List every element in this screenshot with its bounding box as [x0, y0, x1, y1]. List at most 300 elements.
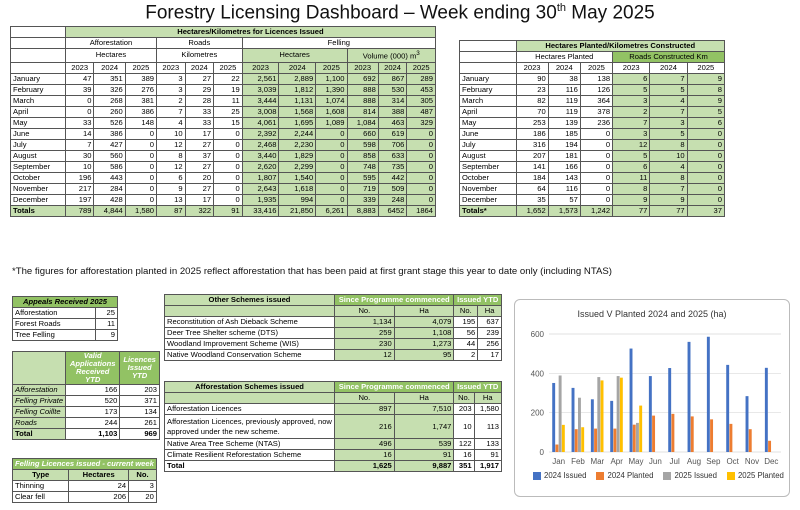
value-cell: 381 — [125, 95, 156, 106]
value-cell: 0 — [214, 139, 243, 150]
value-cell: 29 — [185, 84, 214, 95]
value-cell: 2,230 — [279, 139, 316, 150]
value-cell: 1,935 — [242, 194, 279, 205]
value-cell: 15 — [214, 117, 243, 128]
value-cell: 305 — [407, 95, 436, 106]
month-label: November — [11, 183, 66, 194]
footnote: *The figures for afforestation planted in 2025 reflect afforestation that has been paid at first grant stage this year to date only (including NTAS) — [12, 266, 612, 277]
x-tick-label: May — [628, 457, 644, 466]
value-cell: 0 — [316, 194, 347, 205]
legend-item — [596, 471, 653, 480]
valid-apps-a: 244 — [66, 418, 120, 429]
value-cell: 0 — [687, 151, 724, 162]
month-label: January — [11, 73, 66, 84]
value-cell: 692 — [347, 73, 378, 84]
value-cell: 2 — [613, 107, 650, 118]
bar-2024-issued — [707, 337, 710, 452]
month-label: June — [11, 128, 66, 139]
felling-week-col-type: Type — [13, 470, 69, 481]
main-row — [11, 95, 436, 106]
value-cell: 22 — [214, 73, 243, 84]
chart-title: Issued V Planted 2024 and 2025 (ha) — [577, 309, 727, 319]
value-cell: 0 — [65, 106, 94, 117]
scheme-row — [165, 450, 502, 461]
scheme-row — [165, 317, 502, 328]
value-cell: 1,084 — [347, 117, 378, 128]
main-row — [11, 172, 436, 183]
legend-label: 2025 Planted — [737, 471, 784, 480]
value-cell: 0 — [125, 150, 156, 161]
value-cell: 268 — [94, 95, 125, 106]
value-cell: 1,390 — [316, 84, 347, 95]
main-group-roads: Roads — [157, 38, 243, 49]
value-cell: 64 — [516, 184, 548, 195]
value-cell: 14 — [65, 128, 94, 139]
other-schemes-ytd: Issued YTD — [454, 295, 502, 306]
scheme-total-value: 1,625 — [335, 461, 395, 472]
value-cell: 428 — [94, 194, 125, 205]
value-cell: 867 — [378, 73, 407, 84]
bar-2024-issued — [649, 376, 652, 452]
bar-2025-issued — [597, 377, 600, 452]
main-corner — [11, 27, 66, 38]
total-cell: 1,573 — [548, 206, 580, 217]
value-cell: 706 — [378, 139, 407, 150]
value-cell: 1,100 — [316, 73, 347, 84]
value-cell: 11 — [214, 95, 243, 106]
scheme-row — [165, 339, 502, 350]
affor-col-ha: Ha — [394, 393, 454, 404]
total-cell: 1,580 — [125, 205, 156, 216]
planted-row — [460, 195, 725, 206]
value-cell: 276 — [125, 84, 156, 95]
value-cell: 248 — [378, 194, 407, 205]
main-year-header: 2025 — [125, 62, 156, 73]
value-cell: 6 — [157, 172, 186, 183]
value-cell: 509 — [378, 183, 407, 194]
scheme-value: 216 — [335, 415, 395, 439]
appeals-value: 11 — [95, 319, 117, 330]
felling-week-heading: Felling Licences issued - current week — [13, 459, 157, 470]
value-cell: 8 — [613, 184, 650, 195]
affor-schemes-ytd: Issued YTD — [454, 382, 502, 393]
month-label: February — [11, 84, 66, 95]
value-cell: 0 — [687, 195, 724, 206]
value-cell: 116 — [548, 85, 580, 96]
value-cell: 5 — [650, 85, 687, 96]
value-cell: 10 — [650, 151, 687, 162]
value-cell: 253 — [516, 118, 548, 129]
bar-2024-planted — [575, 429, 578, 452]
legend-swatch — [533, 472, 541, 480]
other-col-no2: No. — [454, 306, 478, 317]
total-cell: 33,416 — [242, 205, 279, 216]
main-heading: Hectares/Kilometres for Licences Issued — [65, 27, 435, 38]
x-tick-label: Jun — [648, 457, 662, 466]
value-cell: 0 — [316, 139, 347, 150]
valid-apps-row — [13, 396, 160, 407]
value-cell: 148 — [125, 117, 156, 128]
x-tick-label: Oct — [726, 457, 739, 466]
value-cell: 389 — [125, 73, 156, 84]
value-cell: 185 — [548, 129, 580, 140]
value-cell: 20 — [185, 172, 214, 183]
planted-row — [460, 184, 725, 195]
value-cell: 5 — [650, 129, 687, 140]
value-cell: 586 — [94, 161, 125, 172]
felling-ha: 24 — [69, 481, 129, 492]
value-cell: 207 — [516, 151, 548, 162]
main-sub-volume: Volume (000) $m^3$ — [347, 49, 435, 63]
legend-item — [533, 471, 586, 480]
bar-2024-planted — [594, 429, 597, 452]
main-row — [11, 183, 436, 194]
scheme-value: 1,273 — [394, 339, 454, 350]
scheme-name: Climate Resilient Reforestation Scheme — [165, 450, 335, 461]
x-tick-label: Sep — [706, 457, 721, 466]
value-cell: 0 — [316, 150, 347, 161]
bar-2024-planted — [555, 445, 558, 452]
legend-label: 2025 Issued — [674, 471, 717, 480]
total-cell: 322 — [185, 205, 214, 216]
x-tick-label: Jan — [552, 457, 566, 466]
main-year-header: 2023 — [65, 62, 94, 73]
x-tick-label: Apr — [610, 457, 623, 466]
value-cell: 5 — [687, 107, 724, 118]
value-cell: 6 — [687, 118, 724, 129]
scheme-value: 56 — [454, 328, 478, 339]
value-cell: 0 — [687, 129, 724, 140]
value-cell: 8 — [687, 85, 724, 96]
main-row — [11, 73, 436, 84]
bar-2024-planted — [633, 425, 636, 452]
value-cell: 719 — [347, 183, 378, 194]
month-label: June — [460, 129, 517, 140]
appeals-label: Afforestation — [13, 308, 96, 319]
value-cell: 316 — [516, 140, 548, 151]
valid-apps-row — [13, 407, 160, 418]
scheme-total-value: 9,887 — [394, 461, 454, 472]
value-cell: 12 — [613, 140, 650, 151]
scheme-value: 256 — [478, 339, 502, 350]
value-cell: 181 — [548, 151, 580, 162]
scheme-value: 4,079 — [394, 317, 454, 328]
value-cell: 39 — [65, 84, 94, 95]
value-cell: 0 — [407, 128, 436, 139]
main-row — [11, 194, 436, 205]
value-cell: 633 — [378, 150, 407, 161]
bar-2025-planted — [601, 380, 604, 452]
value-cell: 5 — [613, 85, 650, 96]
bar-2024-planted — [729, 424, 732, 452]
valid-apps-total-label: Total — [13, 429, 66, 440]
planted-corner2 — [460, 52, 517, 63]
value-cell: 5 — [613, 151, 650, 162]
legend-item — [727, 471, 784, 480]
planted-row — [460, 107, 725, 118]
appeals-row — [13, 330, 118, 341]
felling-ha: 206 — [69, 492, 129, 503]
total-cell: 8,883 — [347, 205, 378, 216]
total-cell: 87 — [157, 205, 186, 216]
bar-2024-planted — [652, 416, 655, 452]
value-cell: 427 — [94, 139, 125, 150]
bar-2025-planted — [639, 406, 642, 452]
value-cell: 236 — [580, 118, 612, 129]
bar-2024-planted — [691, 416, 694, 452]
value-cell: 0 — [407, 183, 436, 194]
month-label: July — [11, 139, 66, 150]
value-cell: 386 — [94, 128, 125, 139]
scheme-row — [165, 415, 502, 439]
value-cell: 57 — [548, 195, 580, 206]
month-label: September — [11, 161, 66, 172]
value-cell: 2,392 — [242, 128, 279, 139]
main-year-header: 2024 — [378, 62, 407, 73]
main-row — [11, 139, 436, 150]
x-tick-label: Aug — [686, 457, 702, 466]
y-tick-label: 600 — [530, 330, 544, 339]
value-cell: 141 — [516, 162, 548, 173]
value-cell: 12 — [157, 161, 186, 172]
other-schemes-since: Since Programme commenced — [335, 295, 454, 306]
value-cell: 9 — [687, 96, 724, 107]
month-label: February — [460, 85, 517, 96]
main-year-header: 2023 — [347, 62, 378, 73]
scheme-row — [165, 404, 502, 415]
scheme-row — [165, 350, 502, 361]
value-cell: 3,444 — [242, 95, 279, 106]
main-row — [11, 128, 436, 139]
planted-year-header: 2024 — [548, 63, 580, 74]
main-group-afforestation: Afforestation — [65, 38, 156, 49]
value-cell: 8 — [650, 173, 687, 184]
bar-2025-planted — [620, 378, 623, 452]
affor-schemes-heading: Afforestation Schemes issued — [165, 382, 335, 393]
value-cell: 6 — [613, 74, 650, 85]
planted-row — [460, 85, 725, 96]
planted-group-roads: Roads Constructed Km — [613, 52, 725, 63]
value-cell: 184 — [516, 173, 548, 184]
scheme-total-value: 1,917 — [474, 461, 501, 472]
value-cell: 116 — [548, 184, 580, 195]
main-year-header: 2024 — [279, 62, 316, 73]
value-cell: 530 — [378, 84, 407, 95]
bar-2025-planted — [581, 427, 584, 452]
value-cell: 351 — [94, 73, 125, 84]
value-cell: 186 — [516, 129, 548, 140]
scheme-value: 2 — [454, 350, 478, 361]
scheme-total-value: 351 — [454, 461, 474, 472]
scheme-value: 7,510 — [394, 404, 454, 415]
main-corner2 — [11, 38, 66, 49]
value-cell: 33 — [185, 117, 214, 128]
affor-col-no2: No. — [454, 393, 474, 404]
value-cell: 0 — [580, 195, 612, 206]
page-title: Forestry Licensing Dashboard – Week ending 30th May 2025 — [145, 2, 655, 24]
value-cell: 0 — [687, 140, 724, 151]
value-cell: 0 — [687, 184, 724, 195]
main-sub-kilometres: Kilometres — [157, 49, 243, 63]
valid-apps-corner — [13, 352, 66, 385]
scheme-name: Deer Tree Shelter scheme (DTS) — [165, 328, 335, 339]
felling-no: 3 — [129, 481, 157, 492]
scheme-value: 239 — [478, 328, 502, 339]
value-cell: 196 — [65, 172, 94, 183]
x-tick-label: Nov — [744, 457, 760, 466]
month-label: March — [460, 96, 517, 107]
value-cell: 27 — [185, 73, 214, 84]
licences-issued-table — [10, 26, 436, 217]
scheme-name: Reconstitution of Ash Dieback Scheme — [165, 317, 335, 328]
value-cell: 0 — [125, 161, 156, 172]
bar-2024-planted — [768, 441, 771, 452]
value-cell: 9 — [613, 195, 650, 206]
value-cell: 7 — [650, 74, 687, 85]
value-cell: 119 — [548, 107, 580, 118]
value-cell: 9 — [650, 195, 687, 206]
planted-row — [460, 96, 725, 107]
value-cell: 217 — [65, 183, 94, 194]
value-cell: 194 — [548, 140, 580, 151]
value-cell: 0 — [125, 139, 156, 150]
appeals-label: Forest Roads — [13, 319, 96, 330]
total-cell: 6,261 — [316, 205, 347, 216]
other-col-no: No. — [335, 306, 395, 317]
planted-heading: Hectares Planted/Kilometres Constructed — [516, 41, 725, 52]
appeals-table — [12, 296, 118, 341]
planted-year-header: 2023 — [516, 63, 548, 74]
planted-year-header: 2023 — [613, 63, 650, 74]
value-cell: 0 — [687, 162, 724, 173]
value-cell: 442 — [378, 172, 407, 183]
scheme-name: Afforestation Licences — [165, 404, 335, 415]
value-cell: 4 — [650, 96, 687, 107]
value-cell: 1,131 — [279, 95, 316, 106]
main-year-header: 2023 — [157, 62, 186, 73]
value-cell: 994 — [279, 194, 316, 205]
planted-row — [460, 129, 725, 140]
value-cell: 487 — [407, 106, 436, 117]
value-cell: 0 — [125, 128, 156, 139]
value-cell: 453 — [407, 84, 436, 95]
bar-2024-issued — [746, 396, 749, 452]
bar-2024-planted — [613, 429, 616, 452]
value-cell: 3,039 — [242, 84, 279, 95]
value-cell: 3 — [157, 73, 186, 84]
value-cell: 0 — [65, 95, 94, 106]
valid-apps-row — [13, 418, 160, 429]
month-label: August — [11, 150, 66, 161]
x-tick-label: Dec — [764, 457, 779, 466]
other-col-ha2: Ha — [478, 306, 502, 317]
scheme-value: 259 — [335, 328, 395, 339]
main-year-header: 2025 — [407, 62, 436, 73]
value-cell: 260 — [94, 106, 125, 117]
legend-swatch — [727, 472, 735, 480]
value-cell: 139 — [548, 118, 580, 129]
value-cell: 7 — [650, 184, 687, 195]
bar-2024-issued — [765, 368, 768, 452]
value-cell: 8 — [157, 150, 186, 161]
scheme-value: 539 — [394, 439, 454, 450]
scheme-row — [165, 439, 502, 450]
value-cell: 1,695 — [279, 117, 316, 128]
value-cell: 197 — [65, 194, 94, 205]
value-cell: 9 — [687, 74, 724, 85]
chart-legend — [533, 471, 784, 480]
value-cell: 0 — [580, 151, 612, 162]
other-schemes-blank — [165, 306, 335, 317]
bar-2024-issued — [610, 401, 613, 452]
value-cell: 595 — [347, 172, 378, 183]
value-cell: 0 — [407, 194, 436, 205]
main-group-felling: Felling — [242, 38, 435, 49]
value-cell: 17 — [185, 194, 214, 205]
valid-apps-total-row — [13, 429, 160, 440]
bar-2025-issued — [617, 376, 620, 452]
scheme-value: 637 — [478, 317, 502, 328]
felling-type: Thinning — [13, 481, 69, 492]
scheme-value: 44 — [454, 339, 478, 350]
main-row — [11, 161, 436, 172]
planted-table — [459, 40, 725, 217]
affor-schemes-since: Since Programme commenced — [335, 382, 454, 393]
value-cell: 0 — [580, 129, 612, 140]
x-tick-label: Mar — [590, 457, 605, 466]
value-cell: 2,299 — [279, 161, 316, 172]
value-cell: 27 — [185, 161, 214, 172]
main-corner4 — [11, 62, 66, 73]
value-cell: 1,812 — [279, 84, 316, 95]
valid-apps-b: 371 — [120, 396, 160, 407]
value-cell: 47 — [65, 73, 94, 84]
planted-corner — [460, 41, 517, 52]
scheme-total-row — [165, 461, 502, 472]
appeals-heading: Appeals Received 2025 — [13, 297, 118, 308]
value-cell: 3 — [650, 118, 687, 129]
legend-item — [663, 471, 716, 480]
value-cell: 4,061 — [242, 117, 279, 128]
scheme-value: 17 — [478, 350, 502, 361]
main-year-header: 2025 — [214, 62, 243, 73]
valid-apps-label: Felling Coillte — [13, 407, 66, 418]
valid-apps-row — [13, 385, 160, 396]
month-label: August — [460, 151, 517, 162]
scheme-name: Afforestation Licences, previously approved, now approved under the new scheme. — [165, 415, 335, 439]
bar-2024-planted — [710, 419, 713, 452]
month-label: January — [460, 74, 517, 85]
main-year-header: 2025 — [316, 62, 347, 73]
planted-totals-row — [460, 206, 725, 217]
bar-2025-issued — [636, 423, 639, 452]
value-cell: 3 — [157, 84, 186, 95]
main-row — [11, 117, 436, 128]
scheme-value: 16 — [454, 450, 474, 461]
scheme-name: Native Area Tree Scheme (NTAS) — [165, 439, 335, 450]
value-cell: 30 — [65, 150, 94, 161]
y-tick-label: 400 — [530, 369, 544, 379]
scheme-total-label: Total — [165, 461, 335, 472]
value-cell: 735 — [378, 161, 407, 172]
value-cell: 25 — [214, 106, 243, 117]
value-cell: 138 — [580, 74, 612, 85]
value-cell: 119 — [548, 96, 580, 107]
month-label: October — [460, 173, 517, 184]
value-cell: 748 — [347, 161, 378, 172]
value-cell: 386 — [125, 106, 156, 117]
value-cell: 33 — [185, 106, 214, 117]
